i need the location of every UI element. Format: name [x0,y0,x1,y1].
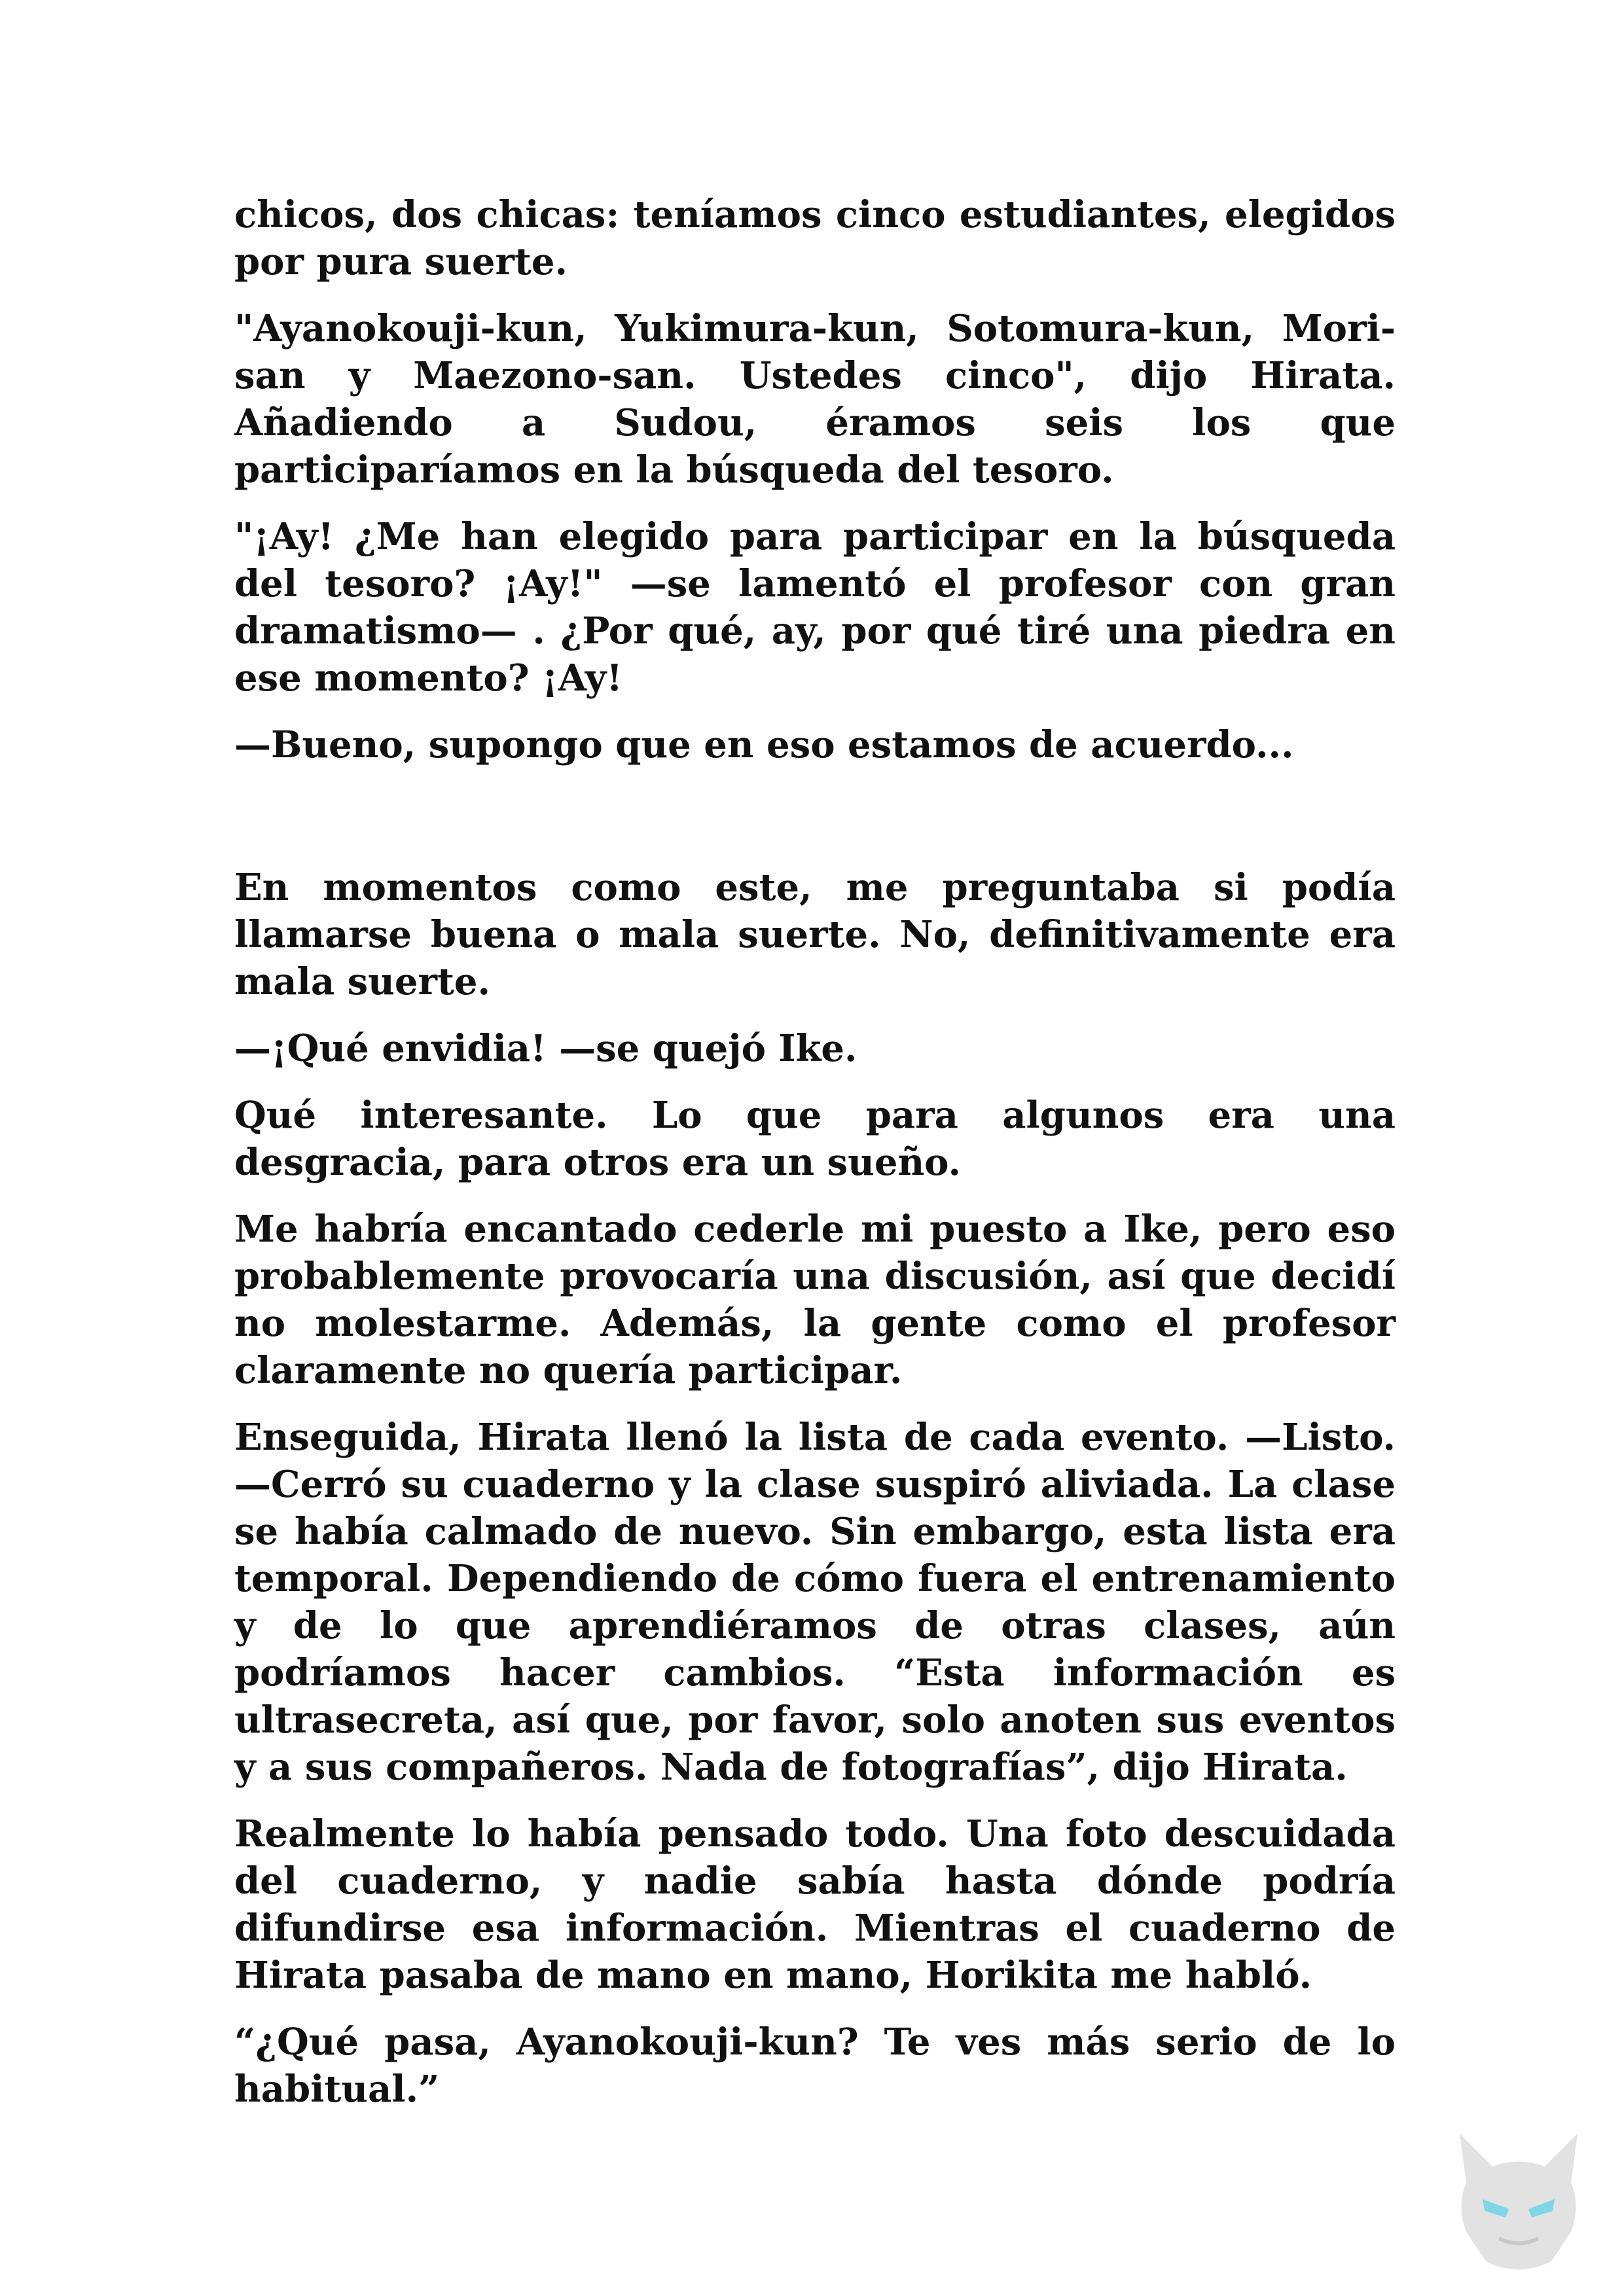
paragraph: Enseguida, Hirata llenó la lista de cada evento. —Listo. —Cerró su cuaderno y la clase suspiró aliviada. La clase se había calmado de nuevo. Sin embargo, esta lista era temporal. Dependiendo de cómo fuera el entrenamiento y de lo que aprendiéramos de otras clases, aún podríamos hacer cambios. “Esta información es ultrasecreta, así que, por favor, solo anoten sus eventos y a sus compañeros. Nada de fotografías”, dijo Hirata. [234,1416,1396,1789]
demon-head-icon [1447,2121,1591,2278]
paragraph: "¡Ay! ¿Me han elegido para participar en la búsqueda del tesoro? ¡Ay!" —se lamentó el profesor con gran dramatismo— . ¿Por qué, ay, por qué tiré una piedra en ese momento? ¡Ay! [234,515,1396,700]
paragraph: Qué interesante. Lo que para algunos era una desgracia, para otros era un sueño. [234,1094,1396,1184]
paragraph: —¡Qué envidia! —se quejó Ike. [234,1027,857,1070]
paragraph: Me habría encantado cederle mi puesto a Ike, pero eso probablemente provocaría una discusión, así que decidí no molestarme. Además, la gente como el profesor claramente no quería participar. [234,1208,1396,1392]
paragraph: —Bueno, supongo que en eso estamos de acuerdo... [234,723,1294,766]
paragraph: En momentos como este, me preguntaba si podía llamarse buena o mala suerte. No, definitivamente era mala suerte. [234,866,1396,1003]
paragraph: "Ayanokouji-kun, Yukimura-kun, Sotomura-kun, Mori-san y Maezono-san. Ustedes cinco", dijo Hirata. Añadiendo a Sudou, éramos seis los que participaríamos en la búsqueda del tesoro. [234,307,1396,492]
document-body [234,191,1396,2132]
paragraph: chicos, dos chicas: teníamos cinco estudiantes, elegidos por pura suerte. [234,193,1396,283]
paragraph: Realmente lo había pensado todo. Una foto descuidada del cuaderno, y nadie sabía hasta dónde podría difundirse esa información. Mientras el cuaderno de Hirata pasaba de mano en mano, Horikita me habló. [234,1812,1396,1997]
paragraph: “¿Qué pasa, Ayanokouji-kun? Te ves más serio de lo habitual.” [234,2020,1396,2111]
